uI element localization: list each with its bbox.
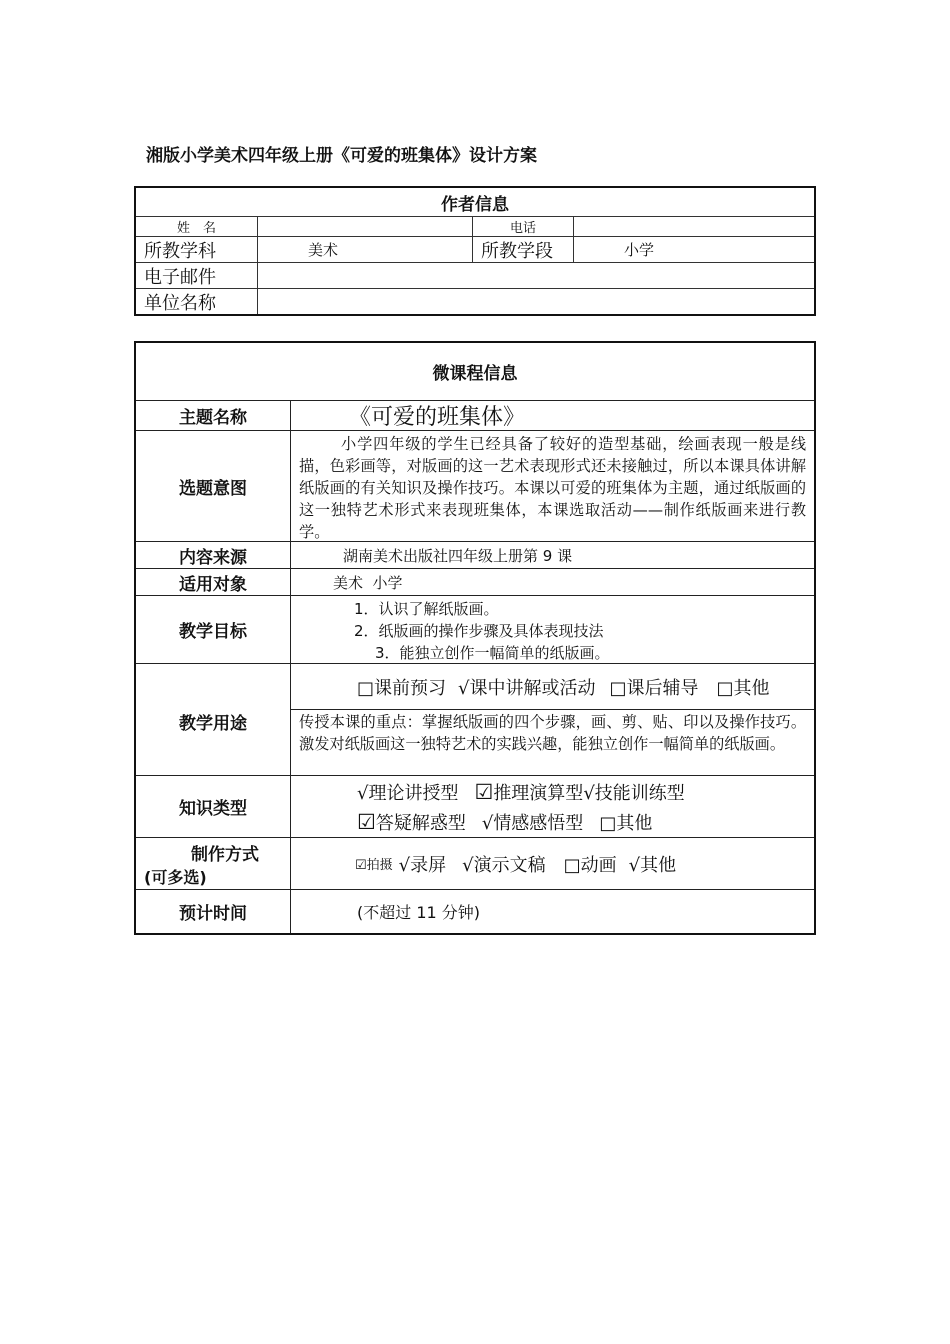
course-info-table (134, 341, 816, 935)
duration-label: 预计时间 (136, 890, 291, 933)
knowledge-option-qa[interactable]: ☑答疑解惑型 (357, 810, 466, 834)
knowledge-option-theory[interactable]: √理论讲授型 (357, 783, 459, 804)
email-value-cell[interactable] (257, 263, 814, 288)
org-value-cell[interactable] (257, 289, 814, 314)
source-value-cell (291, 542, 814, 568)
usage-description-cell (291, 710, 814, 775)
checkmark-icon: √ (628, 854, 641, 876)
author-info-table (134, 186, 816, 316)
production-option-slides[interactable]: √演示文稿 (462, 854, 546, 876)
production-row (136, 837, 814, 889)
unchecked-box-icon: □ (563, 854, 581, 876)
production-options (291, 838, 814, 889)
rationale-value-cell (291, 431, 814, 541)
subject-value: 美术 (308, 241, 339, 259)
email-label-cell (136, 263, 257, 288)
org-label-cell (136, 289, 257, 314)
knowledge-option-skills[interactable]: √技能训练型 (583, 783, 685, 804)
org-row (136, 288, 814, 314)
course-info-heading: 微课程信息 (432, 364, 518, 384)
rationale-label: 选题意图 (136, 431, 291, 541)
rationale-row (136, 430, 814, 541)
usage-option-other[interactable]: □其他 (716, 677, 770, 699)
unchecked-box-icon: □ (609, 677, 627, 699)
knowledge-option-other[interactable]: □其他 (599, 813, 653, 834)
production-label: 制作方式 (191, 844, 259, 865)
checkmark-icon: √ (398, 854, 411, 876)
topic-row (136, 400, 814, 430)
checked-box-icon: ☑ (357, 810, 376, 834)
name-label-cell (136, 217, 257, 236)
knowledge-option-reasoning[interactable]: ☑推理演算型 (474, 780, 584, 804)
checkmark-icon: √ (481, 813, 494, 834)
checkmark-icon: √ (583, 783, 595, 804)
author-info-heading: 作者信息 (441, 194, 509, 215)
checked-box-icon: ☑ (355, 858, 367, 873)
unchecked-box-icon: □ (716, 677, 734, 699)
source-value: 湖南美术出版社四年级上册第 9 课 (343, 546, 573, 565)
goals-row (136, 595, 814, 663)
production-option-screen-recording[interactable]: √录屏 (398, 854, 447, 876)
production-option-other[interactable]: √其他 (628, 854, 677, 876)
duration-value-cell (291, 890, 814, 933)
unchecked-box-icon: □ (599, 813, 617, 834)
audience-value: 美术 小学 (333, 573, 403, 592)
knowledge-type-label: 知识类型 (136, 776, 291, 837)
subject-stage-row (136, 236, 814, 262)
audience-row (136, 568, 814, 595)
usage-row (136, 663, 814, 775)
usage-label: 教学用途 (136, 664, 291, 775)
checked-box-icon: ☑ (474, 780, 494, 804)
unchecked-box-icon: □ (357, 677, 375, 699)
name-value-cell[interactable] (257, 217, 472, 236)
document-title: 湘版小学美术四年级上册《可爱的班集体》设计方案 (146, 146, 537, 166)
subject-label-cell (136, 237, 257, 262)
email-row (136, 262, 814, 288)
email-label: 电子邮件 (144, 266, 216, 288)
checkmark-icon: √ (357, 783, 369, 804)
phone-label-cell (472, 217, 573, 236)
stage-value-cell[interactable] (573, 237, 814, 262)
production-label-cell (136, 838, 291, 889)
org-label: 单位名称 (144, 292, 216, 314)
knowledge-type-options (291, 776, 814, 837)
phone-value-cell[interactable] (573, 217, 814, 236)
stage-value: 小学 (624, 241, 655, 259)
source-label: 内容来源 (136, 542, 291, 568)
knowledge-type-row (136, 775, 814, 837)
subject-label: 所教学科 (144, 240, 216, 262)
production-sublabel: (可多选) (144, 867, 207, 887)
goal-item: 2．纸版画的操作步骤及具体表现技法 (354, 622, 604, 640)
name-label: 姓 名 (176, 221, 216, 236)
goals-list (291, 596, 814, 663)
checkmark-icon: √ (458, 677, 470, 699)
audience-label: 适用对象 (136, 569, 291, 595)
usage-option-in-class[interactable]: √课中讲解或活动 (458, 677, 596, 699)
usage-content (291, 664, 814, 775)
phone-label: 电话 (509, 221, 536, 236)
duration-row (136, 889, 814, 933)
source-row (136, 541, 814, 568)
stage-label: 所教学段 (481, 240, 553, 262)
checkmark-icon: √ (462, 854, 474, 876)
usage-option-after-class[interactable]: □课后辅导 (609, 677, 699, 699)
audience-value-cell (291, 569, 814, 595)
goal-item: 3．能独立创作一幅简单的纸版画。 (375, 644, 610, 662)
goal-item: 1．认识了解纸版画。 (354, 600, 499, 618)
rationale-text: 小学四年级的学生已经具备了较好的造型基础，绘画表现一般是线描，色彩画等，对版画的这一艺术表现形式还未接触过，所以本课具体讲解纸版画的有关知识及操作技巧。本课以可爱的班集体为主题，通过纸版画的这一独特艺术形式来表现班集体，本课选取活动——制作纸版画来进行教学。 (299, 435, 806, 541)
usage-description: 传授本课的重点：掌握纸版画的四个步骤，画、剪、贴、印以及操作技巧。 激发对纸版画这一独特艺术的实践兴趣，能独立创作一幅简单的纸版画。 (299, 713, 806, 753)
topic-label: 主题名称 (136, 401, 291, 430)
topic-value-cell (291, 401, 814, 430)
stage-label-cell (472, 237, 573, 262)
subject-value-cell[interactable] (257, 237, 472, 262)
topic-value: 《可爱的班集体》 (349, 405, 526, 430)
usage-options (291, 664, 814, 710)
knowledge-option-emotion[interactable]: √情感感悟型 (481, 813, 584, 834)
usage-option-preview[interactable]: □课前预习 (357, 677, 447, 699)
duration-value: (不超过 11 分钟) (357, 903, 481, 922)
goals-label: 教学目标 (136, 596, 291, 663)
name-phone-row (136, 216, 814, 236)
production-option-filming[interactable]: ☑拍摄 (355, 858, 393, 873)
production-option-animation[interactable]: □动画 (563, 854, 617, 876)
